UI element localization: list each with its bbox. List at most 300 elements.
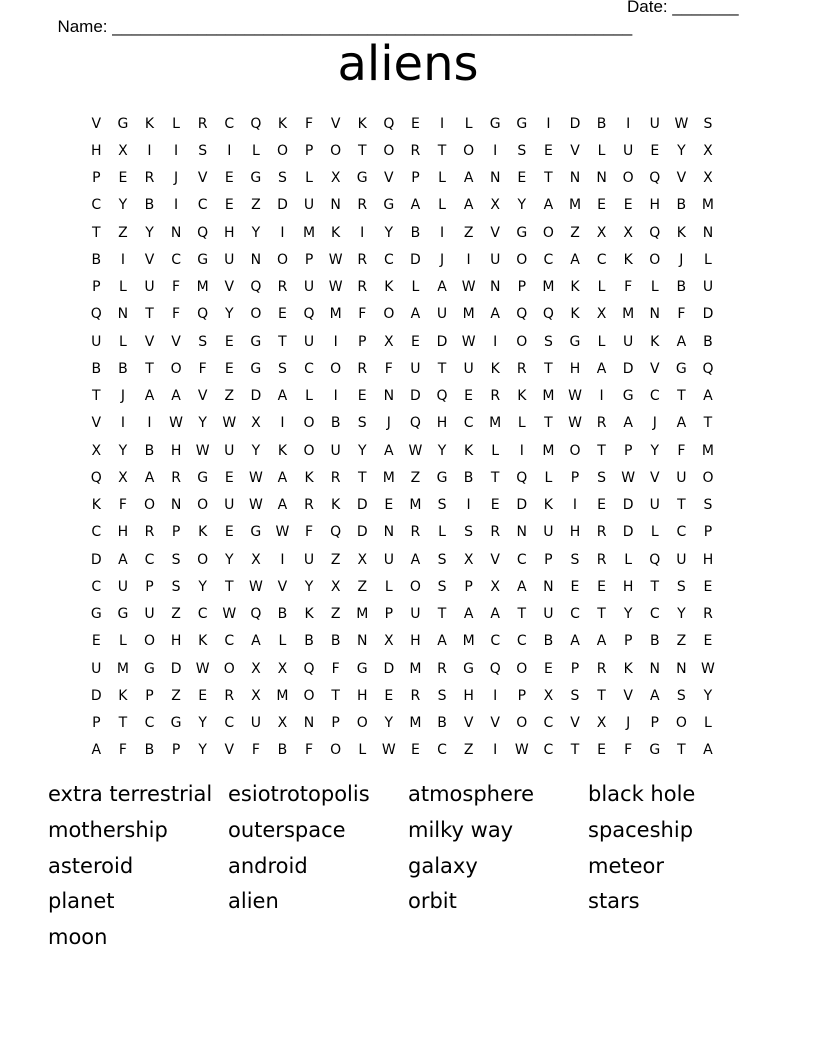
- grid-letter: E: [570, 578, 580, 595]
- grid-letter: H: [569, 360, 581, 377]
- grid-letter: W: [381, 742, 396, 759]
- grid-letter: E: [543, 660, 553, 677]
- grid-letter: I: [174, 142, 179, 159]
- grid-letter: Y: [198, 415, 207, 432]
- grid-letter: M: [701, 197, 714, 214]
- grid-letter: A: [277, 388, 288, 405]
- grid-letter: M: [116, 660, 129, 677]
- grid-letter: P: [331, 715, 340, 732]
- grid-letter: H: [463, 687, 474, 704]
- grid-letter: U: [91, 660, 102, 677]
- grid-letter: B: [410, 224, 421, 241]
- grid-letter: E: [703, 578, 713, 595]
- grid-letter: V: [224, 742, 235, 759]
- word-list-item: meteor: [588, 853, 665, 878]
- grid-letter: N: [489, 170, 501, 187]
- grid-letter: N: [516, 524, 528, 541]
- grid-letter: K: [118, 687, 128, 704]
- grid-letter: D: [702, 306, 714, 323]
- grid-letter: I: [360, 224, 365, 241]
- grid-letter: E: [410, 742, 420, 759]
- grid-letter: I: [546, 115, 551, 132]
- grid-letter: R: [596, 524, 607, 541]
- grid-letter: Y: [198, 578, 207, 595]
- grid-letter: G: [90, 606, 102, 623]
- grid-letter: B: [437, 715, 447, 732]
- grid-letter: R: [596, 660, 607, 677]
- grid-letter: G: [649, 742, 661, 759]
- grid-letter: U: [623, 333, 634, 350]
- grid-letter: Q: [197, 306, 209, 323]
- grid-letter: M: [303, 224, 316, 241]
- word-list-item: stars: [588, 889, 640, 914]
- grid-letter: M: [196, 279, 209, 296]
- grid-letter: C: [676, 524, 687, 541]
- grid-letter: M: [622, 306, 635, 323]
- grid-letter: G: [622, 388, 634, 405]
- grid-letter: L: [384, 578, 393, 595]
- grid-letter: N: [489, 279, 501, 296]
- grid-letter: V: [91, 415, 102, 432]
- grid-letter: N: [330, 197, 341, 214]
- grid-letter: O: [542, 224, 554, 241]
- grid-letter: U: [224, 442, 235, 459]
- grid-letter: M: [542, 279, 555, 296]
- grid-letter: I: [120, 251, 125, 268]
- grid-letter: P: [145, 578, 154, 595]
- grid-letter: U: [649, 497, 660, 514]
- grid-letter: A: [144, 388, 155, 405]
- grid-letter: C: [543, 251, 554, 268]
- grid-letter: R: [357, 360, 368, 377]
- name-line: Name: _______________________________________________________: [57, 17, 633, 36]
- grid-letter: Y: [118, 442, 128, 459]
- grid-letter: P: [171, 524, 181, 541]
- grid-letter: C: [144, 715, 155, 732]
- grid-letter: G: [197, 251, 209, 268]
- grid-letter: W: [275, 524, 290, 541]
- grid-letter: N: [649, 660, 660, 677]
- grid-letter: T: [677, 388, 686, 405]
- grid-letter: W: [328, 251, 343, 268]
- grid-letter: O: [143, 633, 155, 650]
- grid-letter: O: [170, 360, 182, 377]
- grid-letter: M: [542, 442, 555, 459]
- grid-letter: W: [195, 660, 210, 677]
- grid-letter: A: [463, 170, 474, 187]
- word-list-item: orbit: [408, 889, 457, 914]
- grid-letter: U: [224, 251, 235, 268]
- grid-letter: G: [170, 715, 182, 732]
- grid-letter: X: [384, 633, 394, 650]
- grid-letter: T: [597, 442, 606, 459]
- grid-letter: X: [384, 333, 394, 350]
- grid-letter: A: [463, 197, 474, 214]
- grid-letter: U: [144, 606, 155, 623]
- grid-letter: B: [304, 633, 314, 650]
- grid-letter: O: [303, 415, 315, 432]
- grid-letter: P: [304, 142, 314, 159]
- grid-letter: K: [277, 442, 288, 459]
- grid-letter: H: [170, 633, 182, 650]
- grid-letter: U: [250, 715, 261, 732]
- grid-letter: L: [704, 715, 712, 732]
- grid-letter: U: [303, 197, 315, 214]
- grid-letter: W: [248, 578, 263, 595]
- grid-letter: N: [170, 497, 182, 514]
- grid-letter: C: [516, 633, 527, 650]
- grid-letter: I: [519, 442, 524, 459]
- grid-letter: M: [542, 388, 555, 405]
- grid-letter: K: [144, 115, 155, 132]
- grid-letter: C: [91, 578, 102, 595]
- word-list-item: extra terrestrial: [48, 782, 213, 806]
- grid-letter: Q: [303, 306, 315, 323]
- grid-letter: D: [356, 497, 368, 514]
- grid-letter: K: [623, 251, 633, 268]
- grid-letter: Y: [198, 742, 207, 759]
- grid-letter: O: [383, 306, 395, 323]
- grid-letter: P: [92, 715, 101, 732]
- grid-letter: S: [464, 524, 474, 541]
- grid-letter: G: [250, 360, 262, 377]
- grid-letter: C: [649, 606, 660, 623]
- grid-letter: N: [676, 660, 687, 677]
- grid-letter: L: [597, 142, 606, 159]
- grid-letter: X: [357, 551, 368, 568]
- grid-letter: C: [197, 197, 208, 214]
- grid-letter: I: [493, 333, 498, 350]
- grid-letter: P: [92, 170, 101, 187]
- grid-letter: S: [676, 687, 686, 704]
- grid-letter: K: [331, 497, 341, 514]
- grid-letter: Q: [489, 660, 501, 677]
- grid-letter: C: [570, 606, 580, 623]
- grid-letter: Q: [90, 469, 102, 486]
- grid-letter: S: [570, 687, 580, 704]
- grid-letter: W: [222, 606, 237, 623]
- grid-letter: L: [278, 633, 287, 650]
- grid-letter: L: [305, 170, 313, 187]
- grid-letter: G: [516, 224, 528, 241]
- grid-letter: G: [383, 197, 395, 214]
- grid-letter: V: [144, 251, 155, 268]
- grid-letter: G: [197, 469, 209, 486]
- grid-letter: L: [172, 115, 180, 132]
- grid-letter: K: [277, 115, 288, 132]
- grid-letter: L: [517, 415, 526, 432]
- grid-letter: E: [224, 333, 234, 350]
- grid-letter: B: [463, 469, 474, 486]
- grid-letter: H: [117, 524, 129, 541]
- grid-letter: L: [438, 170, 446, 187]
- grid-letter: X: [330, 170, 341, 187]
- grid-letter: R: [410, 687, 421, 704]
- grid-letter: U: [543, 606, 554, 623]
- grid-letter: Y: [118, 197, 128, 214]
- grid-letter: E: [597, 742, 606, 759]
- grid-letter: Q: [436, 388, 448, 405]
- grid-letter: A: [490, 606, 500, 623]
- word-list-item: milky way: [408, 817, 514, 842]
- grid-letter: A: [251, 633, 261, 650]
- grid-letter: F: [677, 306, 686, 323]
- word-list-item: atmosphere: [408, 782, 534, 806]
- grid-letter: Z: [224, 388, 235, 405]
- grid-letter: I: [280, 551, 285, 568]
- word-list-item: mothership: [48, 817, 168, 842]
- grid-letter: Y: [517, 197, 527, 214]
- grid-letter: V: [197, 388, 208, 405]
- grid-letter: I: [147, 142, 152, 159]
- grid-letter: K: [570, 306, 580, 323]
- grid-letter: T: [357, 469, 367, 486]
- grid-letter: R: [197, 115, 208, 132]
- grid-letter: R: [596, 551, 607, 568]
- grid-letter: V: [171, 333, 181, 350]
- grid-letter: X: [118, 142, 128, 159]
- grid-letter: A: [277, 469, 288, 486]
- grid-letter: Y: [251, 442, 261, 459]
- grid-letter: A: [410, 197, 421, 214]
- grid-letter: J: [386, 415, 391, 432]
- grid-letter: U: [490, 251, 501, 268]
- grid-letter: D: [356, 524, 368, 541]
- word-list-item: alien: [228, 889, 279, 914]
- grid-letter: K: [304, 469, 314, 486]
- grid-letter: I: [333, 388, 338, 405]
- grid-letter: K: [304, 606, 314, 623]
- grid-letter: O: [223, 660, 235, 677]
- grid-letter: Y: [357, 442, 367, 459]
- grid-letter: I: [493, 687, 498, 704]
- grid-letter: A: [676, 333, 687, 350]
- word-list-item: android: [228, 853, 308, 878]
- grid-letter: G: [356, 170, 368, 187]
- grid-letter: W: [248, 497, 263, 514]
- grid-letter: K: [650, 333, 660, 350]
- grid-letter: T: [650, 578, 660, 595]
- grid-letter: O: [516, 660, 528, 677]
- grid-letter: J: [439, 251, 445, 268]
- grid-letter: N: [543, 578, 554, 595]
- grid-letter: V: [384, 170, 394, 187]
- grid-letter: O: [516, 715, 528, 732]
- grid-letter: E: [597, 197, 606, 214]
- grid-letter: G: [463, 660, 475, 677]
- grid-letter: O: [463, 142, 475, 159]
- grid-letter: L: [491, 442, 500, 459]
- grid-letter: R: [437, 660, 447, 677]
- grid-letter: P: [358, 333, 367, 350]
- grid-letter: F: [118, 497, 127, 514]
- grid-letter: X: [251, 660, 261, 677]
- grid-letter: C: [171, 251, 181, 268]
- grid-letter: G: [250, 333, 262, 350]
- grid-letter: P: [570, 469, 580, 486]
- grid-letter: A: [384, 442, 394, 459]
- word-list-item: moon: [48, 925, 108, 949]
- grid-letter: Z: [357, 578, 368, 595]
- grid-letter: X: [277, 660, 288, 677]
- grid-letter: Q: [303, 660, 315, 677]
- grid-letter: L: [464, 115, 473, 132]
- grid-letter: B: [118, 360, 128, 377]
- grid-letter: N: [170, 224, 182, 241]
- grid-letter: S: [570, 551, 580, 568]
- grid-letter: C: [649, 388, 660, 405]
- grid-letter: R: [144, 170, 155, 187]
- grid-letter: D: [622, 524, 634, 541]
- grid-letter: U: [676, 469, 687, 486]
- grid-letter: Y: [384, 715, 394, 732]
- grid-letter: W: [568, 415, 582, 432]
- grid-letter: L: [118, 279, 127, 296]
- grid-letter: V: [490, 551, 500, 568]
- grid-letter: O: [516, 251, 528, 268]
- grid-letter: X: [703, 142, 713, 159]
- grid-letter: Z: [463, 224, 474, 241]
- grid-letter: X: [463, 551, 474, 568]
- grid-letter: R: [596, 415, 607, 432]
- grid-letter: U: [330, 442, 341, 459]
- grid-letter: W: [461, 333, 476, 350]
- grid-letter: K: [357, 115, 367, 132]
- grid-letter: C: [144, 551, 155, 568]
- grid-letter: W: [248, 469, 263, 486]
- grid-letter: W: [514, 742, 529, 759]
- grid-letter: P: [623, 633, 633, 650]
- grid-letter: X: [251, 687, 261, 704]
- grid-letter: F: [677, 442, 686, 459]
- grid-letter: E: [224, 524, 234, 541]
- grid-letter: W: [701, 660, 715, 677]
- grid-letter: A: [543, 197, 554, 214]
- grid-letter: W: [169, 415, 183, 432]
- grid-letter: K: [543, 497, 553, 514]
- grid-letter: X: [703, 170, 713, 187]
- grid-letter: J: [626, 715, 631, 732]
- grid-letter: F: [305, 742, 314, 759]
- grid-letter: V: [676, 170, 687, 187]
- grid-letter: E: [224, 170, 234, 187]
- grid-letter: F: [624, 742, 633, 759]
- grid-letter: E: [357, 388, 367, 405]
- grid-letter: Y: [198, 715, 207, 732]
- grid-letter: P: [384, 606, 394, 623]
- grid-letter: Z: [463, 742, 474, 759]
- grid-letter: O: [622, 170, 634, 187]
- grid-letter: U: [543, 524, 554, 541]
- grid-letter: C: [463, 415, 474, 432]
- grid-letter: V: [197, 170, 208, 187]
- grid-letter: L: [438, 197, 446, 214]
- grid-letter: T: [490, 469, 500, 486]
- grid-letter: T: [544, 415, 553, 432]
- grid-letter: Y: [224, 306, 234, 323]
- grid-letter: E: [490, 497, 500, 514]
- grid-letter: H: [91, 142, 102, 159]
- grid-letter: G: [250, 524, 262, 541]
- grid-letter: C: [516, 551, 527, 568]
- grid-letter: V: [277, 578, 288, 595]
- grid-letter: C: [91, 524, 102, 541]
- grid-letter: A: [490, 306, 500, 323]
- grid-letter: L: [650, 279, 659, 296]
- grid-letter: Q: [542, 306, 554, 323]
- grid-letter: P: [703, 524, 713, 541]
- grid-letter: U: [702, 279, 714, 296]
- grid-letter: Y: [251, 224, 261, 241]
- grid-letter: G: [675, 360, 687, 377]
- grid-letter: X: [543, 687, 554, 704]
- grid-letter: V: [649, 360, 660, 377]
- grid-letter: V: [463, 715, 474, 732]
- grid-letter: I: [439, 115, 445, 132]
- grid-letter: E: [517, 170, 527, 187]
- grid-letter: T: [331, 687, 340, 704]
- grid-letter: B: [649, 633, 660, 650]
- grid-letter: T: [145, 306, 154, 323]
- grid-letter: V: [623, 687, 633, 704]
- grid-letter: M: [409, 497, 422, 514]
- grid-letter: T: [145, 360, 154, 377]
- grid-letter: T: [517, 606, 527, 623]
- grid-letter: A: [570, 251, 580, 268]
- grid-letter: U: [623, 142, 634, 159]
- grid-letter: Y: [384, 224, 394, 241]
- grid-letter: A: [703, 388, 713, 405]
- grid-letter: H: [410, 633, 421, 650]
- grid-letter: D: [410, 251, 421, 268]
- grid-letter: L: [544, 469, 553, 486]
- grid-letter: H: [356, 687, 368, 704]
- grid-letter: V: [144, 333, 155, 350]
- grid-letter: A: [277, 497, 288, 514]
- grid-letter: E: [543, 142, 553, 159]
- grid-letter: V: [570, 715, 580, 732]
- grid-letter: M: [276, 687, 289, 704]
- grid-letter: L: [411, 279, 420, 296]
- grid-letter: W: [568, 388, 582, 405]
- grid-letter: C: [490, 633, 501, 650]
- grid-letter: N: [303, 715, 315, 732]
- grid-letter: X: [251, 415, 261, 432]
- grid-letter: O: [569, 442, 581, 459]
- grid-letter: O: [276, 142, 288, 159]
- grid-letter: L: [597, 333, 606, 350]
- grid-letter: V: [224, 279, 235, 296]
- grid-letter: E: [224, 197, 234, 214]
- grid-letter: Z: [410, 469, 421, 486]
- word-list-item: outerspace: [228, 817, 346, 842]
- grid-letter: S: [676, 578, 686, 595]
- grid-letter: Z: [171, 606, 181, 623]
- grid-letter: S: [278, 170, 287, 187]
- grid-letter: C: [304, 360, 314, 377]
- grid-letter: B: [91, 251, 102, 268]
- word-list-item: asteroid: [48, 853, 134, 878]
- grid-letter: T: [92, 388, 101, 405]
- grid-letter: P: [145, 687, 154, 704]
- grid-letter: F: [118, 742, 127, 759]
- grid-letter: A: [437, 279, 447, 296]
- grid-letter: Z: [251, 197, 261, 214]
- grid-letter: J: [174, 170, 179, 187]
- letter-grid: [83, 110, 721, 764]
- grid-letter: X: [277, 715, 288, 732]
- grid-letter: C: [91, 197, 102, 214]
